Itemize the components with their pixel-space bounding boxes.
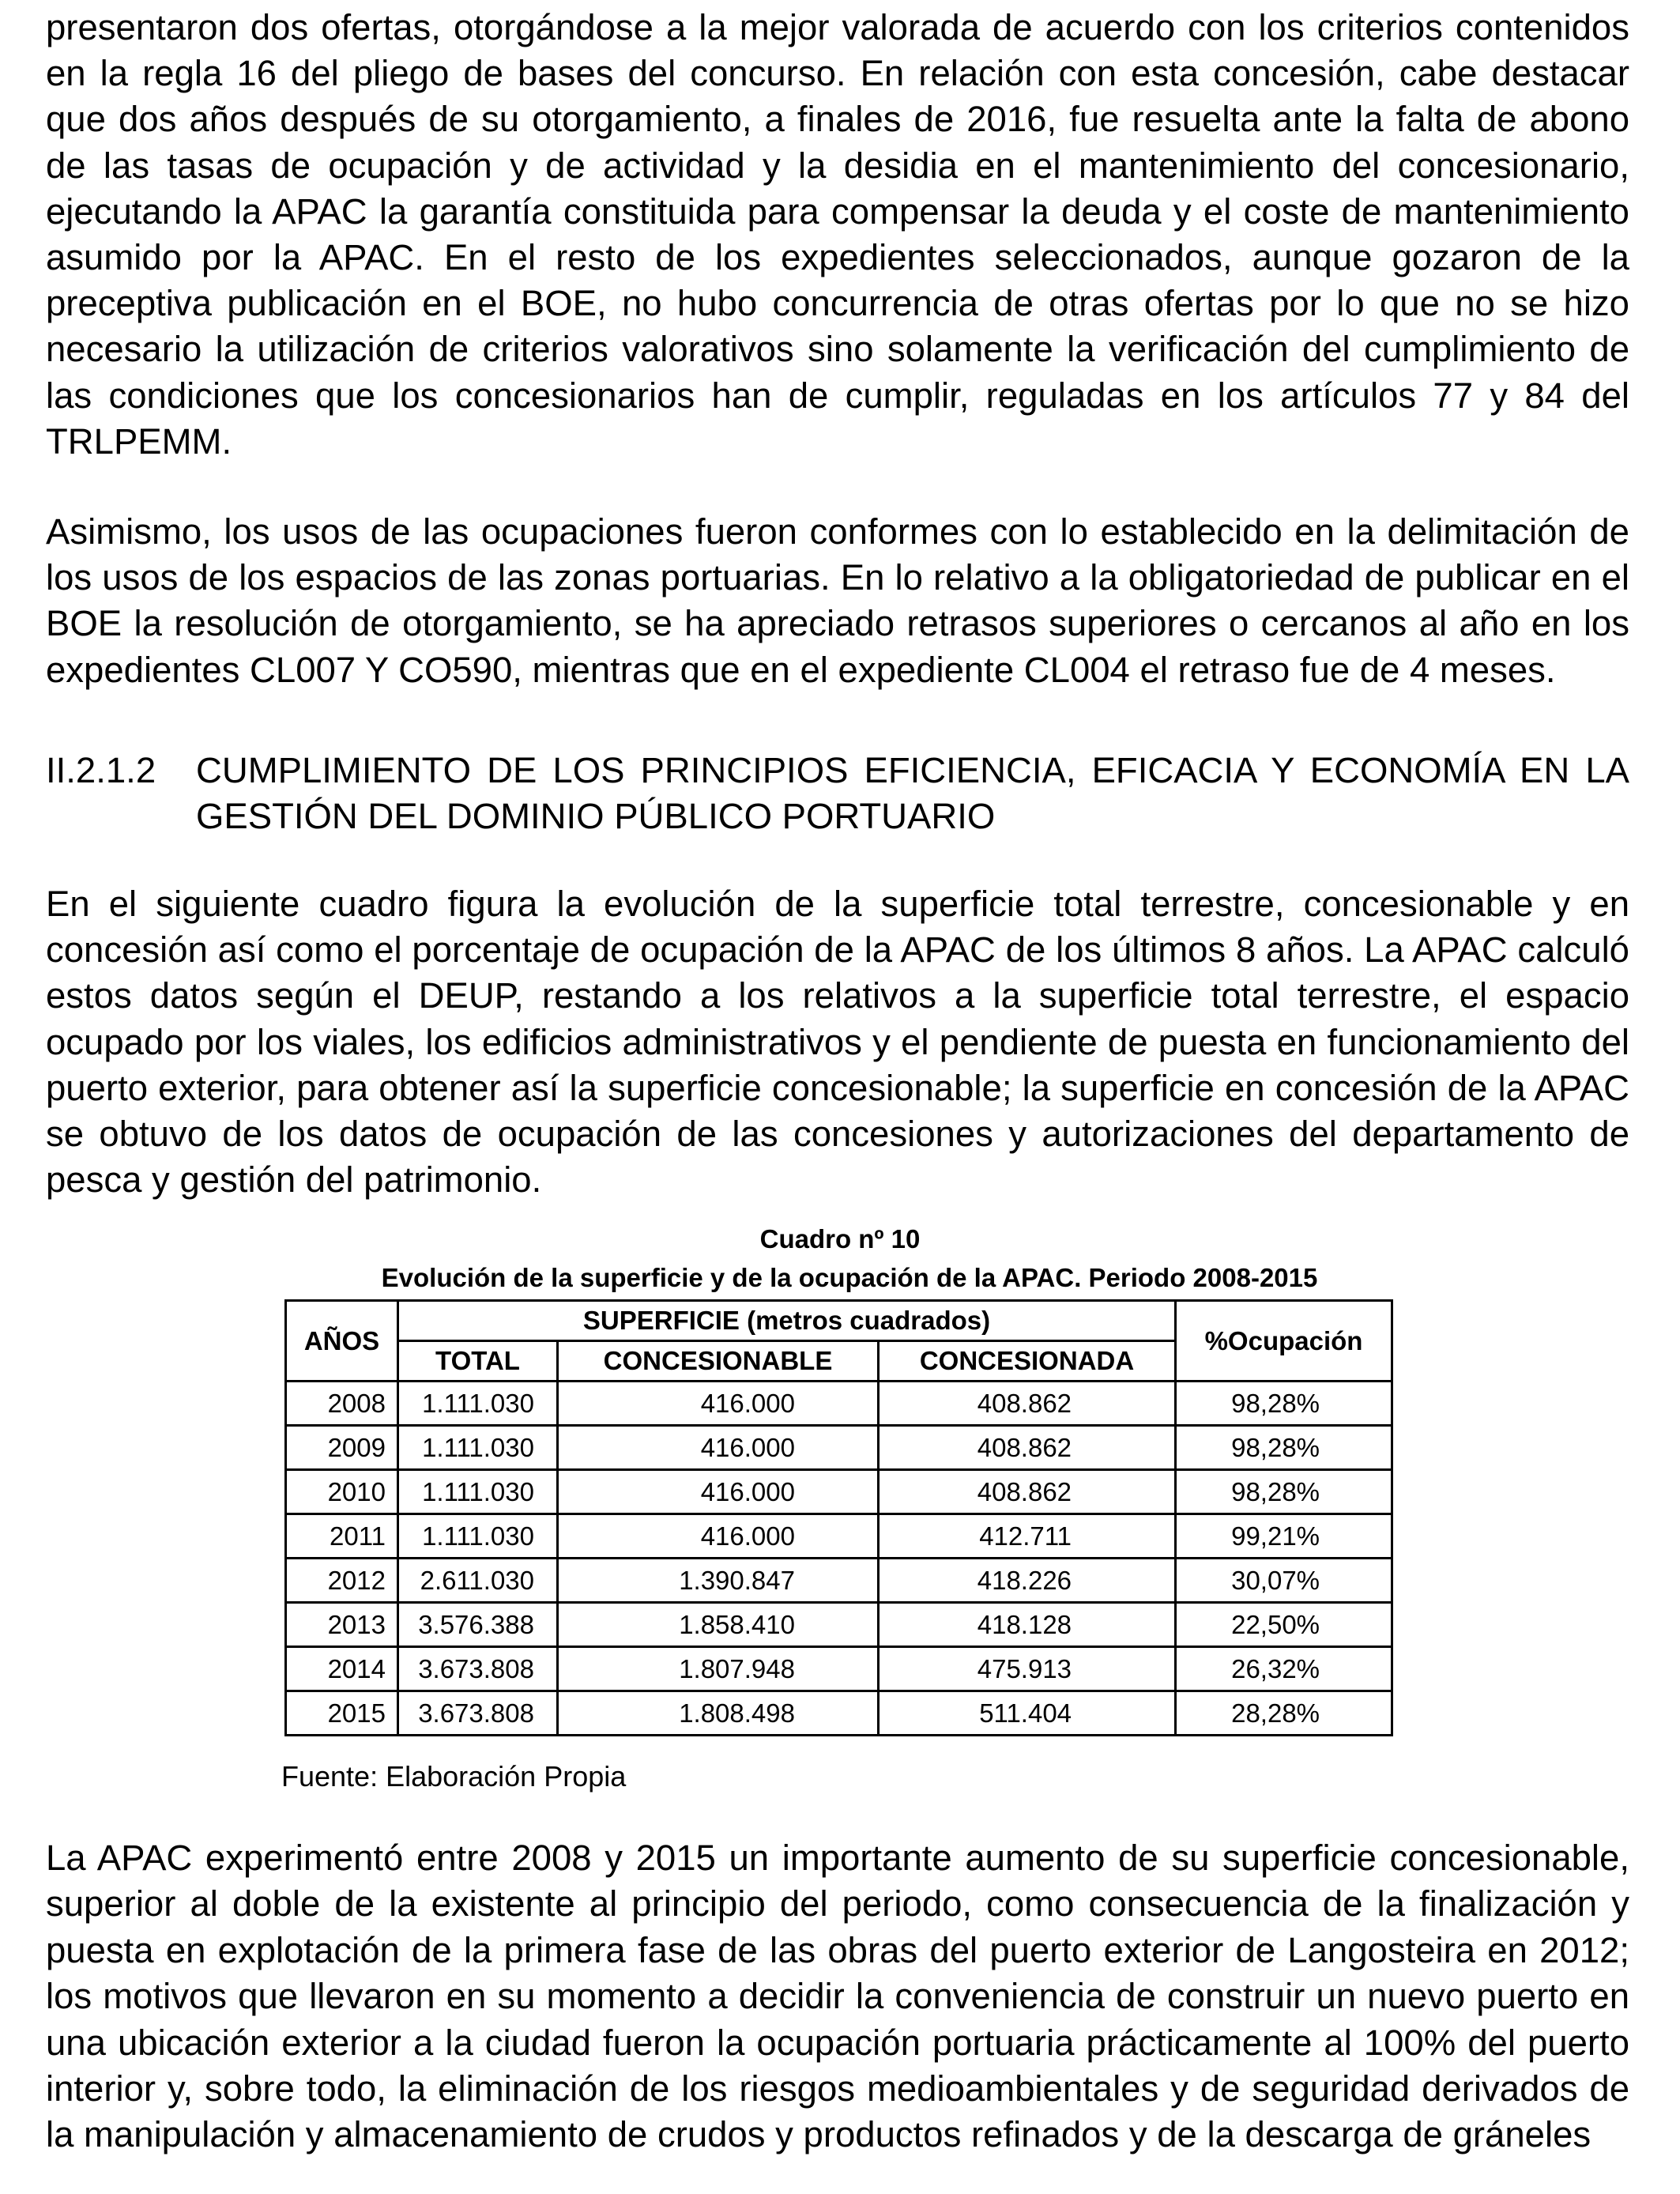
cell-year: 2010 <box>286 1470 398 1514</box>
cell-year: 2012 <box>286 1559 398 1603</box>
cell-occupation: 98,28% <box>1176 1426 1392 1470</box>
cell-occupation: 98,28% <box>1176 1470 1392 1514</box>
table-row <box>286 1426 1392 1470</box>
cell-concesionable: 416.000 <box>558 1382 879 1426</box>
cell-total: 3.673.808 <box>398 1691 558 1736</box>
cell-total: 1.111.030 <box>398 1382 558 1426</box>
header-surface-group: SUPERFICIE (metros cuadrados) <box>398 1301 1176 1341</box>
cell-occupation: 22,50% <box>1176 1603 1392 1647</box>
surface-occupation-table <box>284 1299 1393 1736</box>
header-occupation: %Ocupación <box>1176 1301 1392 1382</box>
header-total: TOTAL <box>398 1341 558 1382</box>
cell-concesionada: 418.226 <box>879 1559 1176 1603</box>
section-number: II.2.1.2 <box>46 750 156 790</box>
cell-total: 3.673.808 <box>398 1647 558 1691</box>
paragraph-surface-evolution: En el siguiente cuadro figura la evolución de la superficie total terrestre, concesionable y en concesión así como el porcentaje de ocupación de la APAC de los últimos 8 años. La APAC calculó estos datos según el DEUP, restando a los relativos a la superficie total terrestre, el espacio ocupado por los viales, los edificios administrativos y el pendiente de puesta en funcionamiento del puerto exterior, para obtener así la superficie concesionable; la superficie en concesión de la APAC se obtuvo de los datos de ocupación de las concesiones y autorizaciones del departamento de pesca y gestión del patrimonio. <box>46 884 1629 1201</box>
header-years: AÑOS <box>286 1301 398 1382</box>
cell-total: 3.576.388 <box>398 1603 558 1647</box>
cell-concesionada: 408.862 <box>879 1470 1176 1514</box>
table-row <box>286 1382 1392 1426</box>
table-row <box>286 1691 1392 1736</box>
cell-concesionable: 1.808.498 <box>558 1691 879 1736</box>
table-title: Evolución de la superficie y de la ocupación de la APAC. Periodo 2008-2015 <box>381 1263 1318 1292</box>
table-row <box>286 1603 1392 1647</box>
cell-year: 2013 <box>286 1603 398 1647</box>
cell-concesionable: 416.000 <box>558 1470 879 1514</box>
header-concesionable: CONCESIONABLE <box>558 1341 879 1382</box>
table-number: Cuadro nº 10 <box>759 1224 921 1253</box>
cell-year: 2014 <box>286 1647 398 1691</box>
cell-concesionable: 1.858.410 <box>558 1603 879 1647</box>
cell-concesionada: 475.913 <box>879 1647 1176 1691</box>
cell-year: 2011 <box>286 1514 398 1559</box>
paragraph-concession-award: presentaron dos ofertas, otorgándose a la mejor valorada de acuerdo con los criterios contenidos en la regla 16 del pliego de bases del concurso. En relación con esta concesión, cabe destacar que dos años después de su otorgamiento, a finales de 2016, fue resuelta ante la falta de abono de las tasas de ocupación y de actividad y la desidia en el mantenimiento del concesionario, ejecutando la APAC la garantía constituida para compensar la deuda y el coste de mantenimiento asumido por la APAC. En el resto de los expedientes seleccionados, aunque gozaron de la preceptiva publicación en el BOE, no hubo concurrencia de otras ofertas por lo que no se hizo necesario la utilización de criterios valorativos sino solamente la verificación del cumplimiento de las condiciones que los concesionarios han de cumplir, reguladas en los artículos 77 y 84 del TRLPEMM. <box>46 7 1629 462</box>
cell-occupation: 26,32% <box>1176 1647 1392 1691</box>
paragraph-occupation-uses: Asimismo, los usos de las ocupaciones fueron conformes con lo establecido en la delimitación de los usos de los espacios de las zonas portuarias. En lo relativo a la obligatoriedad de publicar en el BOE la resolución de otorgamiento, se ha apreciado retrasos superiores o cercanos al año en los expedientes CL007 Y CO590, mientras que en el expediente CL004 el retraso fue de 4 meses. <box>46 511 1629 690</box>
cell-year: 2015 <box>286 1691 398 1736</box>
cell-total: 2.611.030 <box>398 1559 558 1603</box>
cell-occupation: 99,21% <box>1176 1514 1392 1559</box>
cell-concesionable: 416.000 <box>558 1514 879 1559</box>
cell-year: 2009 <box>286 1426 398 1470</box>
cell-concesionada: 511.404 <box>879 1691 1176 1736</box>
cell-concesionable: 416.000 <box>558 1426 879 1470</box>
table-row <box>286 1470 1392 1514</box>
section-title: CUMPLIMIENTO DE LOS PRINCIPIOS EFICIENCIA, EFICACIA Y ECONOMÍA EN LA GESTIÓN DEL DOMINIO PÚBLICO PORTUARIO <box>196 750 1629 837</box>
header-concesionada: CONCESIONADA <box>879 1341 1176 1382</box>
table-header-row <box>286 1301 1392 1341</box>
cell-concesionada: 408.862 <box>879 1426 1176 1470</box>
cell-total: 1.111.030 <box>398 1514 558 1559</box>
cell-total: 1.111.030 <box>398 1426 558 1470</box>
cell-occupation: 98,28% <box>1176 1382 1392 1426</box>
cell-total: 1.111.030 <box>398 1470 558 1514</box>
table-row <box>286 1559 1392 1603</box>
cell-year: 2008 <box>286 1382 398 1426</box>
paragraph-langosteira-expansion: La APAC experimentó entre 2008 y 2015 un importante aumento de su superficie concesionable, superior al doble de la existente al principio del periodo, como consecuencia de la finalización y puesta en explotación de la primera fase de las obras del puerto exterior de Langosteira en 2012; los motivos que llevaron en su momento a decidir la conveniencia de construir un nuevo puerto en una ubicación exterior a la ciudad fueron la ocupación portuaria prácticamente al 100% del puerto interior y, sobre todo, la eliminación de los riesgos medioambientales y de seguridad derivados de la manipulación y almacenamiento de crudos y productos refinados y de la descarga de gráneles <box>46 1838 1629 2155</box>
cell-occupation: 28,28% <box>1176 1691 1392 1736</box>
cell-concesionada: 418.128 <box>879 1603 1176 1647</box>
cell-concesionable: 1.807.948 <box>558 1647 879 1691</box>
cell-concesionada: 408.862 <box>879 1382 1176 1426</box>
cell-concesionable: 1.390.847 <box>558 1559 879 1603</box>
cell-occupation: 30,07% <box>1176 1559 1392 1603</box>
table-row <box>286 1647 1392 1691</box>
cell-concesionada: 412.711 <box>879 1514 1176 1559</box>
table-row <box>286 1514 1392 1559</box>
table-source-note: Fuente: Elaboración Propia <box>281 1760 627 1793</box>
